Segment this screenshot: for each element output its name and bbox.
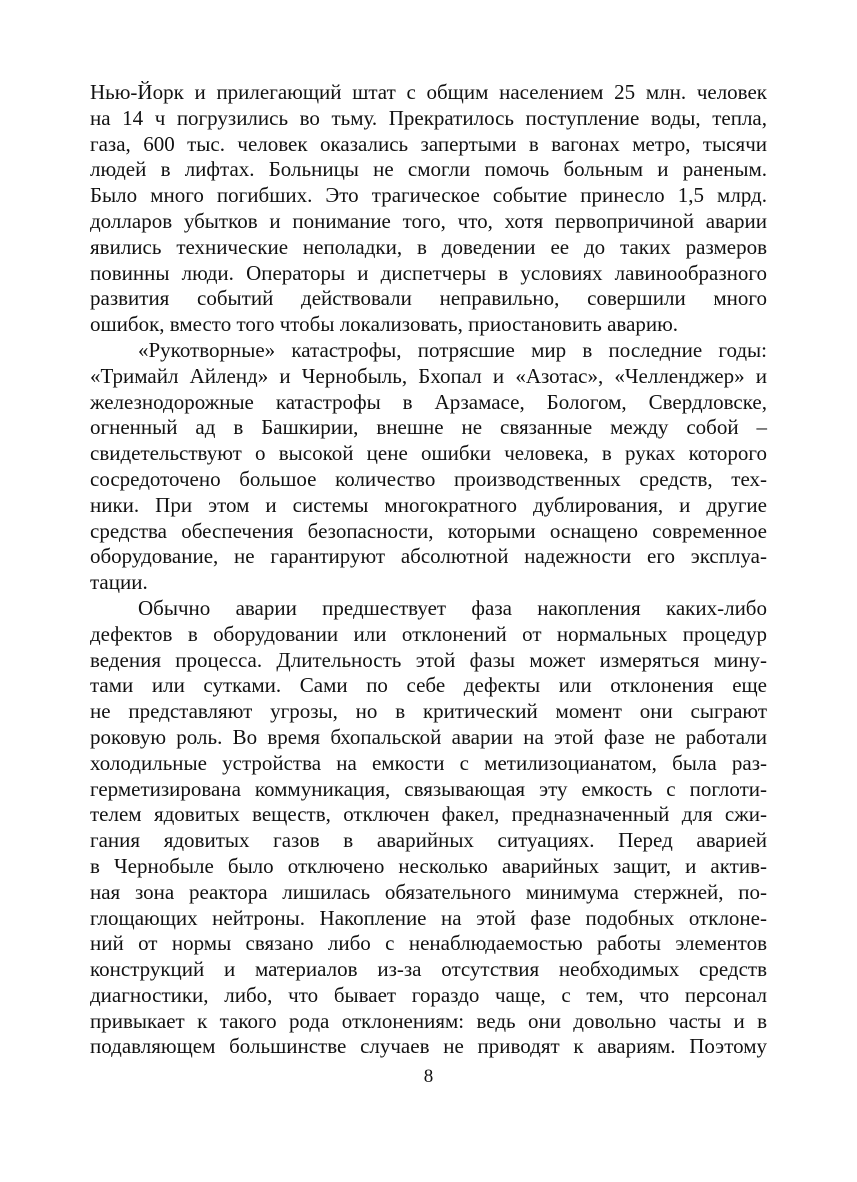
text-line: свидетельствуют о высокой цене ошибки человека, в руках которого [90, 441, 767, 466]
text-line: долларов убытков и понимание того, что, хотя первопричиной аварии [90, 208, 767, 233]
text-line: развития событий действовали неправильно, совершили много [90, 286, 767, 311]
text-line: ошибок, вместо того чтобы локализовать, приостановить аварию. [90, 312, 679, 337]
paragraph-3 [90, 596, 767, 1060]
text-line: гания ядовитых газов в аварийных ситуациях. Перед аварией [90, 828, 767, 853]
text-line: оборудование, не гарантируют абсолютной надежности его эксплуа- [90, 544, 767, 569]
text-line: не представляют угрозы, но в критический момент они сыграют [90, 699, 767, 724]
text-line: холодильные устройства на емкости с метилизоцианатом, была раз- [90, 750, 767, 775]
text-line: на 14 ч погрузились во тьму. Прекратилось поступление воды, тепла, [90, 105, 767, 130]
text-line: повинны люди. Операторы и диспетчеры в условиях лавинообразного [90, 260, 767, 285]
text-line: сосредоточено большое количество производственных средств, тех- [90, 466, 767, 491]
text-line: огненный ад в Башкирии, внешне не связанные между собой – [90, 415, 767, 440]
paragraph-2 [90, 338, 767, 596]
text-line: средства обеспечения безопасности, которыми оснащено современное [90, 518, 767, 543]
text-line: привыкает к такого рода отклонениям: ведь они довольно часты и в [90, 1008, 767, 1033]
text-line: ведения процесса. Длительность этой фазы может измеряться мину- [90, 647, 767, 672]
paragraph-1 [90, 80, 767, 338]
text-line: явились технические неполадки, в доведении ее до таких размеров [90, 234, 767, 259]
text-line: телем ядовитых веществ, отключен факел, предназначенный для сжи- [90, 802, 767, 827]
text-line: тации. [90, 570, 148, 595]
text-line: тами или сутками. Сами по себе дефекты или отклонения еще [90, 673, 767, 698]
text-line: ний от нормы связано либо с ненаблюдаемостью работы элементов [90, 931, 767, 956]
text-line: газа, 600 тыс. человек оказались запертыми в вагонах метро, тысячи [90, 131, 767, 156]
text-line: Было много погибших. Это трагическое событие принесло 1,5 млрд. [90, 183, 767, 208]
text-line: «Рукотворные» катастрофы, потрясшие мир в последние годы: [138, 337, 767, 362]
text-line: подавляющем большинстве случаев не приводят к авариям. Поэтому [90, 1034, 767, 1059]
text-line: Нью-Йорк и прилегающий штат с общим населением 25 млн. человек [90, 80, 767, 104]
text-line: ники. При этом и системы многократного дублирования, и другие [90, 492, 767, 517]
text-line: «Тримайл Айленд» и Чернобыль, Бхопал и «Азотас», «Челленджер» и [90, 363, 767, 388]
text-line: ная зона реактора лишилась обязательного минимума стержней, по- [90, 879, 767, 904]
text-line: Обычно аварии предшествует фаза накопления каких-либо [138, 595, 767, 620]
text-line: в Чернобыле было отключено несколько аварийных защит, и актив- [90, 853, 767, 878]
text-line: диагностики, либо, что бывает гораздо чаще, с тем, что персонал [90, 982, 767, 1007]
text-line: железнодорожные катастрофы в Арзамасе, Бологом, Свердловске, [90, 389, 767, 414]
text-line: роковую роль. Во время бхопальской аварии на этой фазе не работали [90, 724, 767, 749]
text-line: дефектов в оборудовании или отклонений от нормальных процедур [90, 621, 767, 646]
page-body [90, 80, 767, 1060]
text-line: глощающих нейтроны. Накопление на этой фазе подобных отклоне- [90, 905, 767, 930]
text-line: людей в лифтах. Больницы не смогли помочь больным и раненым. [90, 157, 767, 182]
text-line: герметизирована коммуникация, связывающая эту емкость с поглоти- [90, 776, 767, 801]
text-line: конструкций и материалов из-за отсутствия необходимых средств [90, 957, 767, 982]
page-number: 8 [423, 1066, 434, 1087]
